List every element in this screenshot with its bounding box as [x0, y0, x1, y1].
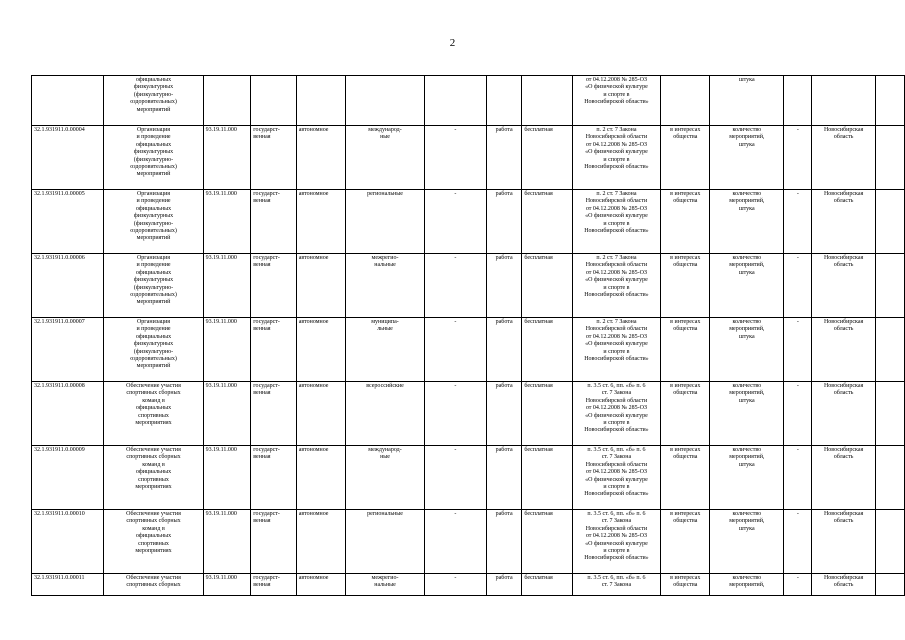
event-level-cell: региональные [346, 190, 425, 254]
volume-indicator-cell: количество мероприятий, штука [710, 190, 784, 254]
service-type-cell: работа [486, 382, 522, 446]
quality-indicator-cell: - [784, 574, 812, 596]
okved-code-cell [203, 76, 251, 126]
service-type-cell: работа [486, 318, 522, 382]
quality-indicator-cell: - [784, 318, 812, 382]
event-level-cell: всероссийские [346, 382, 425, 446]
okved-code-cell: 93.19.11.000 [203, 574, 251, 596]
payment-type-cell: бесплатная [522, 510, 572, 574]
consumer-category-cell: в интересах общества [661, 318, 710, 382]
legal-basis-cell: п. 3.5 ст. 6, пп. «б» п. 6 ст. 7 Закона Новосибирской области от 04.12.2008 № 285-ОЗ «О физической культуре и спорте в Новосибирской области» [572, 382, 660, 446]
ownership-type-cell: государст- венная [251, 382, 296, 446]
okved-code-cell: 93.19.11.000 [203, 318, 251, 382]
table-row [32, 126, 905, 190]
legal-basis-cell: п. 2 ст. 7 Закона Новосибирской области от 04.12.2008 № 285-ОЗ «О физической культуре и спорте в Новосибирской области» [572, 318, 660, 382]
ownership-type-cell: государст- венная [251, 126, 296, 190]
volume-indicator-cell: количество мероприятий, штука [710, 446, 784, 510]
consumer-category-cell: в интересах общества [661, 382, 710, 446]
extra-cell [875, 254, 904, 318]
institution-type-cell: автономное [296, 318, 345, 382]
okved-code-cell: 93.19.11.000 [203, 446, 251, 510]
register-number-cell: 32.1.931911.0.00004 [32, 126, 104, 190]
register-number-cell: 32.1.931911.0.00009 [32, 446, 104, 510]
legal-basis-cell: п. 3.5 ст. 6, пп. «б» п. 6 ст. 7 Закона [572, 574, 660, 596]
legal-basis-cell: п. 2 ст. 7 Закона Новосибирской области от 04.12.2008 № 285-ОЗ «О физической культуре и спорте в Новосибирской области» [572, 254, 660, 318]
event-level-cell: региональные [346, 510, 425, 574]
event-level-cell: межрегио- нальные [346, 574, 425, 596]
region-cell: Новосибирская область [812, 510, 875, 574]
region-cell: Новосибирская область [812, 574, 875, 596]
service-content-cell [424, 76, 486, 126]
volume-indicator-cell: количество мероприятий, штука [710, 254, 784, 318]
extra-cell [875, 190, 904, 254]
institution-type-cell [296, 76, 345, 126]
service-content-cell: - [424, 574, 486, 596]
service-type-cell: работа [486, 190, 522, 254]
table-row [32, 254, 905, 318]
payment-type-cell: бесплатная [522, 574, 572, 596]
page-number: 2 [449, 37, 456, 49]
quality-indicator-cell: - [784, 190, 812, 254]
service-content-cell: - [424, 510, 486, 574]
table-row [32, 190, 905, 254]
service-name-cell: Обеспечение участия спортивных сборных [104, 574, 203, 596]
quality-indicator-cell [784, 76, 812, 126]
legal-basis-cell: п. 3.5 ст. 6, пп. «б» п. 6 ст. 7 Закона Новосибирской области от 04.12.2008 № 285-ОЗ «О физической культуре и спорте в Новосибирской области» [572, 510, 660, 574]
payment-type-cell: бесплатная [522, 318, 572, 382]
consumer-category-cell [661, 76, 710, 126]
payment-type-cell: бесплатная [522, 254, 572, 318]
quality-indicator-cell: - [784, 446, 812, 510]
region-cell: Новосибирская область [812, 318, 875, 382]
institution-type-cell: автономное [296, 126, 345, 190]
institution-type-cell: автономное [296, 382, 345, 446]
extra-cell [875, 574, 904, 596]
okved-code-cell: 93.19.11.000 [203, 510, 251, 574]
event-level-cell: международ- ные [346, 446, 425, 510]
quality-indicator-cell: - [784, 382, 812, 446]
institution-type-cell: автономное [296, 190, 345, 254]
register-number-cell: 32.1.931911.0.00010 [32, 510, 104, 574]
service-type-cell [486, 76, 522, 126]
ownership-type-cell: государст- венная [251, 190, 296, 254]
event-level-cell: муниципа- льные [346, 318, 425, 382]
volume-indicator-cell: количество мероприятий, штука [710, 318, 784, 382]
extra-cell [875, 510, 904, 574]
service-type-cell: работа [486, 510, 522, 574]
table-row [32, 574, 905, 596]
service-name-cell: Обеспечение участия спортивных сборных команд в официальных спортивных мероприятиях [104, 382, 203, 446]
okved-code-cell: 93.19.11.000 [203, 254, 251, 318]
volume-indicator-cell: штука [710, 76, 784, 126]
payment-type-cell: бесплатная [522, 190, 572, 254]
service-name-cell: Организация и проведение официальных физкультурных (физкультурно- оздоровительных) мероприятий [104, 318, 203, 382]
payment-type-cell: бесплатная [522, 446, 572, 510]
table-row [32, 446, 905, 510]
ownership-type-cell: государст- венная [251, 446, 296, 510]
volume-indicator-cell: количество мероприятий, штука [710, 126, 784, 190]
consumer-category-cell: в интересах общества [661, 446, 710, 510]
okved-code-cell: 93.19.11.000 [203, 382, 251, 446]
service-content-cell: - [424, 318, 486, 382]
extra-cell [875, 126, 904, 190]
volume-indicator-cell: количество мероприятий, штука [710, 382, 784, 446]
payment-type-cell: бесплатная [522, 126, 572, 190]
event-level-cell [346, 76, 425, 126]
extra-cell [875, 76, 904, 126]
consumer-category-cell: в интересах общества [661, 254, 710, 318]
register-number-cell: 32.1.931911.0.00007 [32, 318, 104, 382]
region-cell: Новосибирская область [812, 382, 875, 446]
quality-indicator-cell: - [784, 510, 812, 574]
extra-cell [875, 446, 904, 510]
region-cell: Новосибирская область [812, 254, 875, 318]
extra-cell [875, 382, 904, 446]
service-name-cell: Организация и проведение официальных физкультурных (физкультурно- оздоровительных) мероприятий [104, 126, 203, 190]
service-name-cell: Обеспечение участия спортивных сборных команд в официальных спортивных мероприятиях [104, 510, 203, 574]
consumer-category-cell: в интересах общества [661, 190, 710, 254]
institution-type-cell: автономное [296, 574, 345, 596]
institution-type-cell: автономное [296, 510, 345, 574]
table-row [32, 382, 905, 446]
quality-indicator-cell: - [784, 254, 812, 318]
volume-indicator-cell: количество мероприятий, [710, 574, 784, 596]
service-content-cell: - [424, 254, 486, 318]
region-cell: Новосибирская область [812, 446, 875, 510]
service-type-cell: работа [486, 574, 522, 596]
consumer-category-cell: в интересах общества [661, 510, 710, 574]
payment-type-cell [522, 76, 572, 126]
service-content-cell: - [424, 190, 486, 254]
service-content-cell: - [424, 382, 486, 446]
region-cell: Новосибирская область [812, 190, 875, 254]
volume-indicator-cell: количество мероприятий, штука [710, 510, 784, 574]
service-type-cell: работа [486, 446, 522, 510]
institution-type-cell: автономное [296, 254, 345, 318]
quality-indicator-cell: - [784, 126, 812, 190]
legal-basis-cell: п. 3.5 ст. 6, пп. «б» п. 6 ст. 7 Закона Новосибирской области от 04.12.2008 № 285-ОЗ «О физической культуре и спорте в Новосибирской области» [572, 446, 660, 510]
consumer-category-cell: в интересах общества [661, 126, 710, 190]
ownership-type-cell: государст- венная [251, 318, 296, 382]
register-number-cell [32, 76, 104, 126]
extra-cell [875, 318, 904, 382]
legal-basis-cell: от 04.12.2008 № 285-ОЗ «О физической культуре и спорте в Новосибирской области» [572, 76, 660, 126]
region-cell [812, 76, 875, 126]
ownership-type-cell: государст- венная [251, 254, 296, 318]
service-name-cell: Обеспечение участия спортивных сборных команд в официальных спортивных мероприятиях [104, 446, 203, 510]
institution-type-cell: автономное [296, 446, 345, 510]
service-name-cell: официальных физкультурных (физкультурно- оздоровительных) мероприятий [104, 76, 203, 126]
okved-code-cell: 93.19.11.000 [203, 190, 251, 254]
table-row [32, 510, 905, 574]
event-level-cell: межрегио- нальные [346, 254, 425, 318]
event-level-cell: международ- ные [346, 126, 425, 190]
service-type-cell: работа [486, 126, 522, 190]
register-number-cell: 32.1.931911.0.00005 [32, 190, 104, 254]
legal-basis-cell: п. 2 ст. 7 Закона Новосибирской области от 04.12.2008 № 285-ОЗ «О физической культуре и спорте в Новосибирской области» [572, 126, 660, 190]
payment-type-cell: бесплатная [522, 382, 572, 446]
ownership-type-cell: государст- венная [251, 574, 296, 596]
okved-code-cell: 93.19.11.000 [203, 126, 251, 190]
service-content-cell: - [424, 446, 486, 510]
table-row [32, 76, 905, 126]
service-type-cell: работа [486, 254, 522, 318]
service-name-cell: Организация и проведение официальных физкультурных (физкультурно- оздоровительных) мероприятий [104, 254, 203, 318]
ownership-type-cell: государст- венная [251, 510, 296, 574]
ownership-type-cell [251, 76, 296, 126]
register-number-cell: 32.1.931911.0.00006 [32, 254, 104, 318]
service-content-cell: - [424, 126, 486, 190]
register-number-cell: 32.1.931911.0.00011 [32, 574, 104, 596]
region-cell: Новосибирская область [812, 126, 875, 190]
services-register-table [31, 75, 905, 596]
consumer-category-cell: в интересах общества [661, 574, 710, 596]
legal-basis-cell: п. 2 ст. 7 Закона Новосибирской области от 04.12.2008 № 285-ОЗ «О физической культуре и спорте в Новосибирской области» [572, 190, 660, 254]
table-row [32, 318, 905, 382]
service-name-cell: Организация и проведение официальных физкультурных (физкультурно- оздоровительных) мероприятий [104, 190, 203, 254]
register-number-cell: 32.1.931911.0.00008 [32, 382, 104, 446]
